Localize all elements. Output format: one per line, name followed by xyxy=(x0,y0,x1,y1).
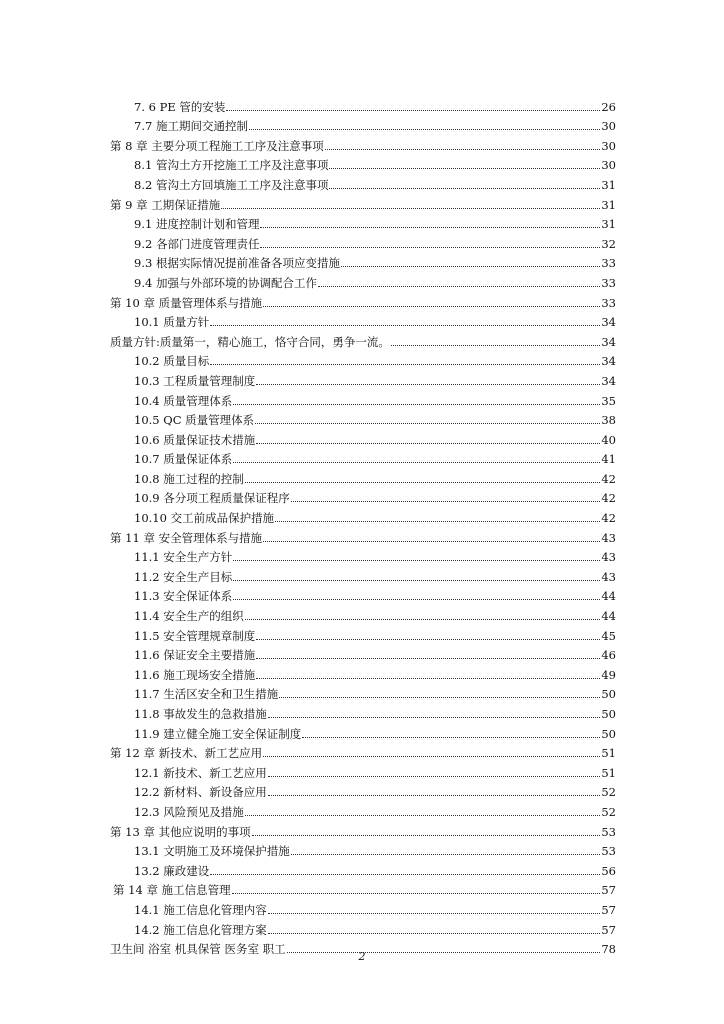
toc-entry-page: 40 xyxy=(601,432,616,447)
toc-entry-title: 第 14 章 施工信息管理 xyxy=(113,883,231,898)
toc-entry-page: 42 xyxy=(601,491,616,506)
toc-entry-page: 35 xyxy=(601,393,616,408)
toc-entry-page: 30 xyxy=(601,138,616,153)
toc-entry-page: 41 xyxy=(601,452,616,467)
toc-entry-page: 51 xyxy=(601,746,616,761)
page-number: 2 xyxy=(358,950,366,963)
toc-entry-title: 9.1 进度控制计划和管理 xyxy=(134,217,260,232)
toc-entry[interactable] xyxy=(0,839,616,859)
toc-leader-dots xyxy=(302,737,600,738)
toc-entry-title: 14.1 施工信息化管理内容 xyxy=(134,902,267,917)
toc-leader-dots xyxy=(233,560,600,561)
toc-leader-dots xyxy=(233,599,600,600)
toc-entry-page: 33 xyxy=(601,275,616,290)
toc-entry-title: 10.7 质量保证体系 xyxy=(134,452,233,467)
toc-entry[interactable] xyxy=(0,388,616,408)
toc-entry-page: 78 xyxy=(601,942,616,957)
toc-entry-title: 10.8 施工过程的控制 xyxy=(134,471,244,486)
toc-entry[interactable] xyxy=(0,897,616,917)
toc-leader-dots xyxy=(245,482,601,483)
toc-leader-dots xyxy=(268,795,601,796)
toc-entry-title: 12.1 新技术、新工艺应用 xyxy=(134,765,267,780)
toc-leader-dots xyxy=(210,325,600,326)
toc-entry-title: 11.5 安全管理规章制度 xyxy=(134,628,256,643)
toc-entry-title: 10.6 质量保证技术措施 xyxy=(134,432,256,447)
toc-entry-title: 10.2 质量目标 xyxy=(134,354,210,369)
toc-entry-page: 42 xyxy=(601,511,616,526)
toc-entry-page: 50 xyxy=(601,687,616,702)
toc-entry[interactable] xyxy=(0,427,616,447)
toc-leader-dots xyxy=(252,835,601,836)
toc-entry-page: 43 xyxy=(601,550,616,565)
toc-entry-title: 7.7 施工期间交通控制 xyxy=(134,119,248,134)
toc-entry-page: 57 xyxy=(601,922,616,937)
toc-entry-title: 第 13 章 其他应说明的事项 xyxy=(110,824,251,839)
toc-leader-dots xyxy=(256,658,600,659)
toc-leader-dots xyxy=(329,168,600,169)
toc-entry[interactable] xyxy=(0,525,616,545)
toc-entry-page: 34 xyxy=(601,373,616,388)
toc-entry-title: 第 10 章 质量管理体系与措施 xyxy=(110,295,263,310)
toc-leader-dots xyxy=(233,580,600,581)
toc-leader-dots xyxy=(256,384,600,385)
toc-entry-title: 11.6 施工现场安全措施 xyxy=(134,667,256,682)
toc-entry-title: 卫生间 浴室 机具保管 医务室 职工 xyxy=(110,942,286,957)
toc-leader-dots xyxy=(233,404,600,405)
toc-entry-page: 31 xyxy=(601,197,616,212)
toc-entry-title: 10.5 QC 质量管理体系 xyxy=(134,413,255,428)
toc-leader-dots xyxy=(291,854,601,855)
toc-entry[interactable] xyxy=(0,662,616,682)
toc-entry-page: 42 xyxy=(601,471,616,486)
toc-entry[interactable] xyxy=(0,466,616,486)
toc-entry[interactable] xyxy=(0,701,616,721)
toc-entry[interactable] xyxy=(0,447,616,467)
toc-leader-dots xyxy=(279,697,600,698)
toc-entry-page: 49 xyxy=(601,667,616,682)
toc-entry[interactable] xyxy=(0,290,616,310)
toc-entry-page: 31 xyxy=(601,217,616,232)
toc-entry-page: 57 xyxy=(601,902,616,917)
toc-leader-dots xyxy=(226,110,600,111)
toc-entry-title: 11.8 事故发生的急救措施 xyxy=(134,707,267,721)
toc-entry[interactable] xyxy=(0,623,616,643)
toc-entry-title: 11.1 安全生产方针 xyxy=(134,550,233,565)
toc-entry-title: 10.9 各分项工程质量保证程序 xyxy=(134,491,290,506)
toc-entry-page: 33 xyxy=(601,256,616,271)
toc-entry-title: 9.3 根据实际情况提前准备各项应变措施 xyxy=(134,256,340,271)
toc-leader-dots xyxy=(275,521,600,522)
toc-entry[interactable] xyxy=(0,212,616,232)
toc-entry-title: 9.4 加强与外部环境的协调配合工作 xyxy=(134,275,317,290)
toc-entry-page: 44 xyxy=(601,609,616,624)
toc-entry[interactable] xyxy=(0,94,616,114)
toc-entry[interactable] xyxy=(0,153,616,173)
toc-entry-page: 43 xyxy=(601,569,616,584)
toc-entry-page: 30 xyxy=(601,119,616,134)
toc-leader-dots xyxy=(210,364,600,365)
toc-entry-page: 52 xyxy=(601,785,616,800)
toc-leader-dots xyxy=(263,756,600,757)
toc-entry[interactable] xyxy=(0,682,616,702)
toc-entry[interactable] xyxy=(0,133,616,153)
toc-entry-title: 7. 6 PE 管的安装 xyxy=(134,99,226,114)
toc-entry[interactable] xyxy=(0,721,616,741)
toc-entry-title: 10.10 交工前成品保护措施 xyxy=(134,511,275,526)
toc-leader-dots xyxy=(245,619,601,620)
toc-entry[interactable] xyxy=(0,917,616,937)
toc-entry-page: 32 xyxy=(601,236,616,251)
toc-entry-page: 57 xyxy=(601,883,616,898)
toc-leader-dots xyxy=(249,129,600,130)
toc-entry-title: 13.2 廉政建设 xyxy=(134,863,210,878)
toc-leader-dots xyxy=(268,933,601,934)
toc-entry-title: 第 12 章 新技术、新工艺应用 xyxy=(110,746,263,761)
toc-leader-dots xyxy=(291,501,601,502)
toc-entry-title: 第 8 章 主要分项工程施工工序及注意事项 xyxy=(110,138,324,153)
toc-entry[interactable] xyxy=(0,368,616,388)
toc-entry-title: 14.2 施工信息化管理方案 xyxy=(134,922,267,937)
toc-entry-title: 第 11 章 安全管理体系与措施 xyxy=(110,530,263,545)
toc-entry-title: 11.2 安全生产目标 xyxy=(134,569,233,584)
toc-leader-dots xyxy=(256,639,600,640)
toc-leader-dots xyxy=(245,815,601,816)
toc-entry[interactable] xyxy=(0,329,616,349)
toc-entry[interactable] xyxy=(0,310,616,330)
toc-entry-title: 11.7 生活区安全和卫生措施 xyxy=(134,687,279,702)
toc-entry-page: 33 xyxy=(601,295,616,310)
toc-entry[interactable] xyxy=(0,231,616,251)
table-of-contents xyxy=(0,94,724,956)
toc-entry-title: 10.3 工程质量管理制度 xyxy=(134,373,256,388)
toc-entry[interactable] xyxy=(0,741,616,761)
toc-entry-title: 13.1 文明施工及环境保护措施 xyxy=(134,844,290,859)
toc-entry-page: 50 xyxy=(601,707,616,721)
toc-entry-title: 第 9 章 工期保证措施 xyxy=(110,197,221,212)
toc-leader-dots xyxy=(329,188,600,189)
toc-leader-dots xyxy=(341,266,600,267)
toc-entry-page: 34 xyxy=(601,354,616,369)
toc-entry-page: 46 xyxy=(601,648,616,663)
toc-entry-title: 12.3 风险预见及措施 xyxy=(134,804,244,819)
toc-entry[interactable] xyxy=(0,408,616,428)
toc-leader-dots xyxy=(255,423,600,424)
toc-entry-page: 34 xyxy=(601,315,616,330)
toc-entry[interactable] xyxy=(0,643,616,663)
toc-entry-page: 30 xyxy=(601,158,616,173)
toc-entry[interactable] xyxy=(0,760,616,780)
toc-entry[interactable] xyxy=(0,192,616,212)
toc-entry-title: 10.1 质量方针 xyxy=(134,315,210,330)
toc-entry-title: 8.1 管沟土方开挖施工工序及注意事项 xyxy=(134,158,329,173)
toc-entry-page: 43 xyxy=(601,530,616,545)
toc-entry[interactable] xyxy=(0,564,616,584)
toc-entry-title: 8.2 管沟土方回填施工工序及注意事项 xyxy=(134,177,329,192)
toc-leader-dots xyxy=(268,776,601,777)
toc-leader-dots xyxy=(268,717,601,718)
toc-entry-page: 56 xyxy=(601,863,616,878)
toc-entry[interactable] xyxy=(0,486,616,506)
toc-entry-page: 51 xyxy=(601,765,616,780)
toc-entry[interactable] xyxy=(0,799,616,819)
toc-entry-title: 11.4 安全生产的组织 xyxy=(134,609,244,624)
toc-entry-title: 9.2 各部门进度管理责任 xyxy=(134,236,260,251)
toc-entry[interactable] xyxy=(0,780,616,800)
toc-leader-dots xyxy=(221,208,600,209)
toc-entry[interactable] xyxy=(0,251,616,271)
toc-leader-dots xyxy=(260,227,600,228)
toc-entry[interactable] xyxy=(0,819,616,839)
toc-leader-dots xyxy=(391,345,600,346)
toc-entry-page: 45 xyxy=(601,628,616,643)
toc-leader-dots xyxy=(268,913,601,914)
toc-entry[interactable] xyxy=(0,172,616,192)
toc-entry-page: 50 xyxy=(601,726,616,741)
toc-entry[interactable] xyxy=(0,114,616,134)
toc-entry-page: 38 xyxy=(601,413,616,428)
toc-entry-title: 11.3 安全保证体系 xyxy=(134,589,233,604)
toc-entry[interactable] xyxy=(0,603,616,623)
toc-entry-title: 质量方针:质量第一，精心施工，恪守合同，勇争一流。 xyxy=(110,334,390,349)
toc-leader-dots xyxy=(263,306,600,307)
toc-entry-page: 53 xyxy=(601,824,616,839)
toc-leader-dots xyxy=(233,462,600,463)
toc-entry-page: 44 xyxy=(601,589,616,604)
toc-leader-dots xyxy=(256,678,600,679)
toc-leader-dots xyxy=(210,874,600,875)
toc-entry-page: 34 xyxy=(601,334,616,349)
toc-entry-page: 31 xyxy=(601,177,616,192)
toc-entry[interactable] xyxy=(0,505,616,525)
toc-leader-dots xyxy=(260,247,600,248)
toc-entry-title: 11.6 保证安全主要措施 xyxy=(134,648,256,663)
toc-leader-dots xyxy=(256,443,600,444)
toc-entry[interactable] xyxy=(0,270,616,290)
toc-entry[interactable] xyxy=(0,858,616,878)
toc-entry-page: 53 xyxy=(601,844,616,859)
toc-leader-dots xyxy=(263,541,600,542)
toc-entry[interactable] xyxy=(0,349,616,369)
toc-entry-page: 26 xyxy=(601,99,616,114)
toc-entry-title: 11.9 建立健全施工安全保证制度 xyxy=(134,726,302,741)
toc-entry-page: 52 xyxy=(601,804,616,819)
toc-entry[interactable] xyxy=(0,878,616,898)
toc-entry-title: 12.2 新材料、新设备应用 xyxy=(134,785,267,800)
toc-leader-dots xyxy=(232,893,601,894)
toc-entry[interactable] xyxy=(0,584,616,604)
toc-leader-dots xyxy=(325,149,601,150)
toc-leader-dots xyxy=(318,286,600,287)
toc-entry-title: 10.4 质量管理体系 xyxy=(134,393,233,408)
toc-entry[interactable] xyxy=(0,545,616,565)
